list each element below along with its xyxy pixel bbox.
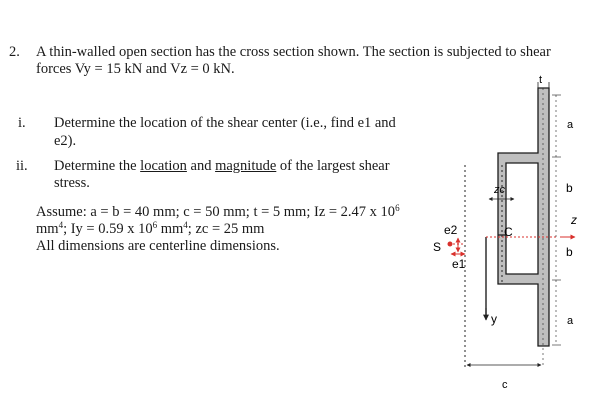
part-i-line1: Determine the location of the shear center (i.e., find e1 and <box>54 115 396 131</box>
centroid-label: C <box>504 225 513 239</box>
a-bottom-label: a <box>567 315 574 327</box>
shear-center-label: S <box>433 240 442 254</box>
a-top-label: a <box>567 119 574 131</box>
t-label: t <box>539 74 543 86</box>
y-axis-label: y <box>491 312 497 326</box>
problem-number: 2. <box>9 44 20 60</box>
z-axis-label: z <box>571 213 577 227</box>
problem-statement-line1: A thin-walled open section has the cross section shown. The section is subjected to shear <box>36 44 551 60</box>
location-underlined: location <box>140 158 187 174</box>
c-label: c <box>502 379 508 391</box>
assume-line1: Assume: a = b = 40 mm; c = 50 mm; t = 5 mm; Iz = 2.47 x $10^6$ <box>36 203 400 220</box>
zc-label: zc <box>494 184 505 196</box>
shear-center-point <box>448 242 453 247</box>
part-ii-label: ii. <box>16 158 28 174</box>
part-ii-line2: stress. <box>54 175 90 191</box>
part-i-line2: e2). <box>54 133 77 149</box>
b-top-label: b <box>566 181 573 195</box>
magnitude-underlined: magnitude <box>215 158 277 174</box>
centerline-note: All dimensions are centerline dimensions. <box>36 238 280 254</box>
b-bottom-label: b <box>566 245 573 259</box>
thin-walled-section <box>498 88 549 346</box>
part-i-label: i. <box>18 115 26 131</box>
e2-label: e2 <box>444 223 458 237</box>
e1-label: e1 <box>452 257 466 271</box>
part-ii-line1: Determine the location and magnitude of the largest shear <box>54 158 390 174</box>
assume-line2: $mm^4$; Iy = 0.59 x $10^6$ $mm^4$; zc = 25 mm <box>36 220 265 237</box>
problem-statement-line2: forces Vy = 15 kN and Vz = 0 kN. <box>36 61 235 77</box>
